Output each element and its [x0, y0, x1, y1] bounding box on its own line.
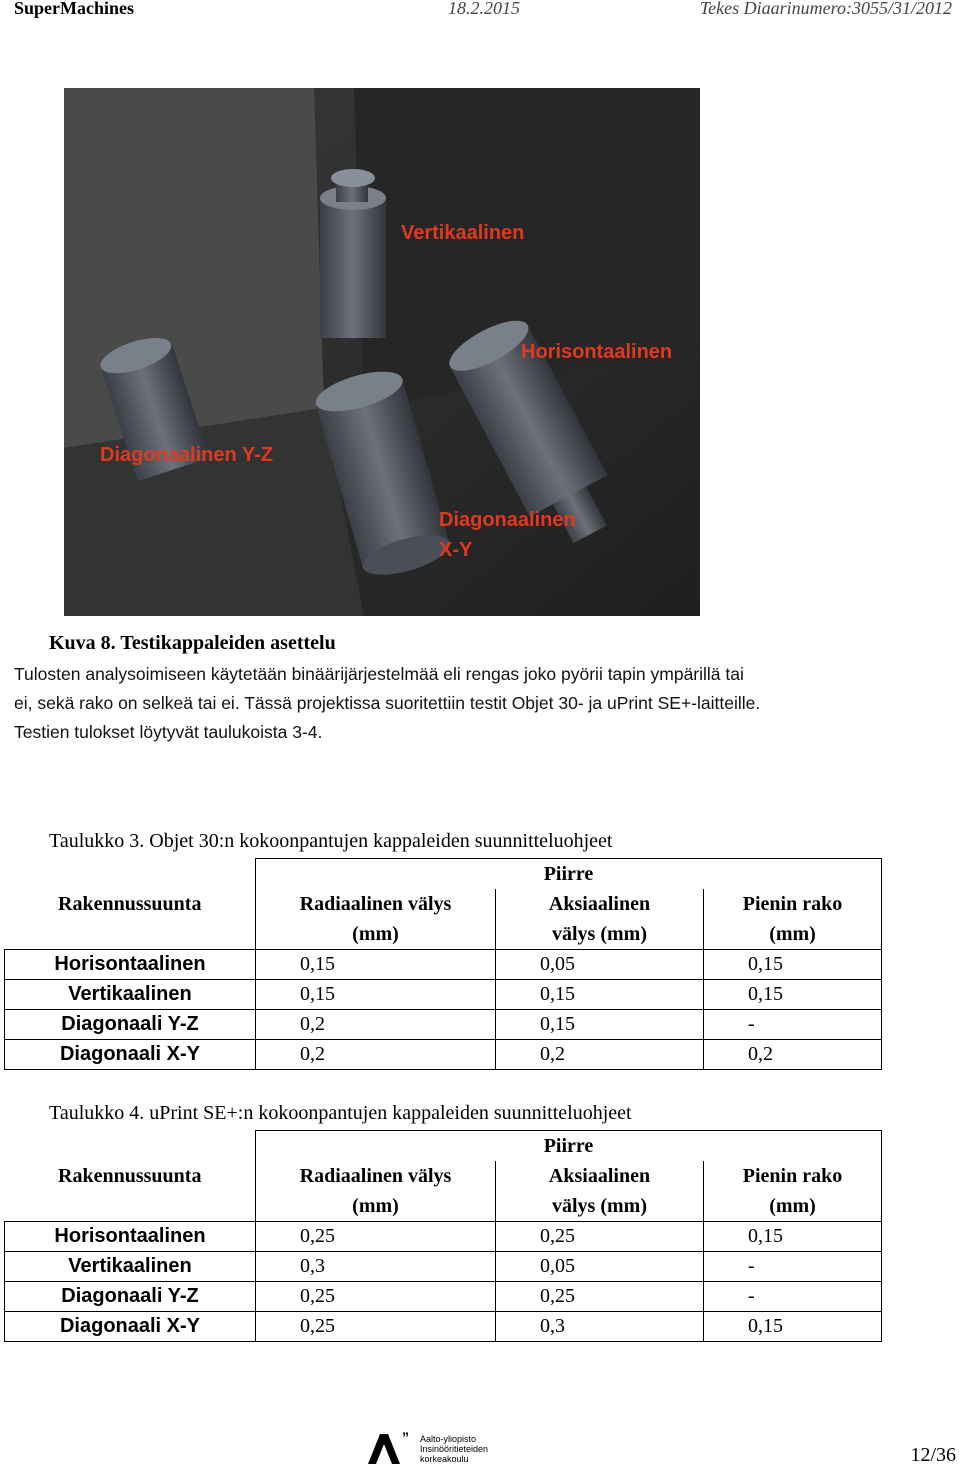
table-row — [5, 1312, 882, 1342]
table-row — [5, 1040, 882, 1070]
logo-line1: Aalto-yliopisto — [420, 1434, 477, 1444]
cell-radial: 0,15 — [256, 950, 496, 980]
col-header-axial: Aksiaalinen — [496, 1161, 704, 1191]
cell-radial: 0,25 — [256, 1282, 496, 1312]
row-direction: Horisontaalinen — [5, 1222, 256, 1252]
cell-axial: 0,15 — [496, 1010, 704, 1040]
cell-radial: 0,15 — [256, 980, 496, 1010]
row-direction: Vertikaalinen — [5, 1252, 256, 1282]
cell-radial: 0,3 — [256, 1252, 496, 1282]
table-row — [5, 980, 882, 1010]
header-date: 18.2.2015 — [448, 0, 520, 18]
cell-gap: - — [704, 1010, 882, 1040]
page-header — [0, 0, 960, 20]
group-header: Piirre — [256, 859, 882, 890]
col-header-gap: Pienin rako — [704, 1161, 882, 1191]
test-pieces-figure — [64, 88, 700, 616]
table-row — [5, 1010, 882, 1040]
paragraph-line: Tulosten analysoimiseen käytetään binäärijärjestelmää eli rengas joko pyörii tapin ympärillä tai — [14, 664, 744, 684]
figure-caption: Kuva 8. Testikappaleiden asettelu — [49, 632, 336, 654]
logo-line2: Insinööritieteiden — [420, 1444, 489, 1454]
table-header-row — [5, 859, 882, 890]
cell-gap: 0,15 — [704, 1222, 882, 1252]
row-direction: Diagonaali Y-Z — [5, 1282, 256, 1312]
cell-radial: 0,25 — [256, 1222, 496, 1252]
paragraph-line: Testien tulokset löytyvät taulukoista 3-4. — [14, 722, 323, 742]
col-header-direction: Rakennussuunta — [5, 1161, 256, 1191]
table-header-row — [5, 1131, 882, 1162]
logo-line3: korkeakoulu — [420, 1454, 469, 1464]
label-horizontal: Horisontaalinen — [521, 341, 673, 363]
col-header-radial-unit: (mm) — [256, 919, 496, 950]
table-header-row — [5, 1191, 882, 1222]
cell-axial: 0,3 — [496, 1312, 704, 1342]
cell-radial: 0,2 — [256, 1040, 496, 1070]
cell-axial: 0,05 — [496, 950, 704, 980]
col-header-direction: Rakennussuunta — [5, 889, 256, 919]
table3 — [4, 858, 882, 1070]
table-row — [5, 1282, 882, 1312]
group-header: Piirre — [256, 1131, 882, 1162]
label-diagonal-xy-2: X-Y — [439, 539, 473, 561]
cell-radial: 0,25 — [256, 1312, 496, 1342]
row-direction: Diagonaali X-Y — [5, 1040, 256, 1070]
cell-axial: 0,25 — [496, 1282, 704, 1312]
header-brand: SuperMachines — [14, 0, 135, 18]
table4 — [4, 1130, 882, 1342]
table-row — [5, 1252, 882, 1282]
cell-gap: - — [704, 1252, 882, 1282]
col-header-gap-unit: (mm) — [704, 1191, 882, 1222]
aalto-logo — [368, 1432, 508, 1466]
cell-axial: 0,25 — [496, 1222, 704, 1252]
row-direction: Diagonaali X-Y — [5, 1312, 256, 1342]
col-header-axial: Aksiaalinen — [496, 889, 704, 919]
table-row — [5, 950, 882, 980]
label-diagonal-yz: Diagonaalinen Y-Z — [100, 444, 273, 466]
cell-gap: 0,15 — [704, 1312, 882, 1342]
cell-gap: - — [704, 1282, 882, 1312]
paragraph-line: ei, sekä rako on selkeä tai ei. Tässä projektissa suoritettiin testit Objet 30- ja uPrint SE+-laitteille. — [14, 693, 761, 713]
table-header-row — [5, 1161, 882, 1191]
header-reference: Tekes Diaarinumero:3055/31/2012 — [699, 0, 952, 18]
cell-gap: 0,2 — [704, 1040, 882, 1070]
table-row — [5, 1222, 882, 1252]
col-header-radial-unit: (mm) — [256, 1191, 496, 1222]
row-direction: Vertikaalinen — [5, 980, 256, 1010]
cell-axial: 0,05 — [496, 1252, 704, 1282]
cell-axial: 0,15 — [496, 980, 704, 1010]
col-header-gap: Pienin rako — [704, 889, 882, 919]
cell-gap: 0,15 — [704, 980, 882, 1010]
col-header-axial-unit: välys (mm) — [496, 919, 704, 950]
table-header-row — [5, 889, 882, 919]
table4-caption: Taulukko 4. uPrint SE+:n kokoonpantujen kappaleiden suunnitteluohjeet — [49, 1102, 632, 1124]
cell-radial: 0,2 — [256, 1010, 496, 1040]
cell-axial: 0,2 — [496, 1040, 704, 1070]
body-paragraph — [14, 660, 914, 747]
page-number: 12/36 — [910, 1444, 956, 1466]
table-header-row — [5, 919, 882, 950]
table3-caption: Taulukko 3. Objet 30:n kokoonpantujen kappaleiden suunnitteluohjeet — [49, 830, 613, 852]
cell-gap: 0,15 — [704, 950, 882, 980]
row-direction: Horisontaalinen — [5, 950, 256, 980]
row-direction: Diagonaali Y-Z — [5, 1010, 256, 1040]
label-diagonal-xy-1: Diagonaalinen — [439, 509, 576, 531]
col-header-radial: Radiaalinen välys — [256, 889, 496, 919]
svg-text:”: ” — [402, 1432, 409, 1445]
label-vertical: Vertikaalinen — [401, 222, 525, 244]
col-header-axial-unit: välys (mm) — [496, 1191, 704, 1222]
col-header-gap-unit: (mm) — [704, 919, 882, 950]
col-header-radial: Radiaalinen välys — [256, 1161, 496, 1191]
vertical-piece — [320, 169, 386, 338]
